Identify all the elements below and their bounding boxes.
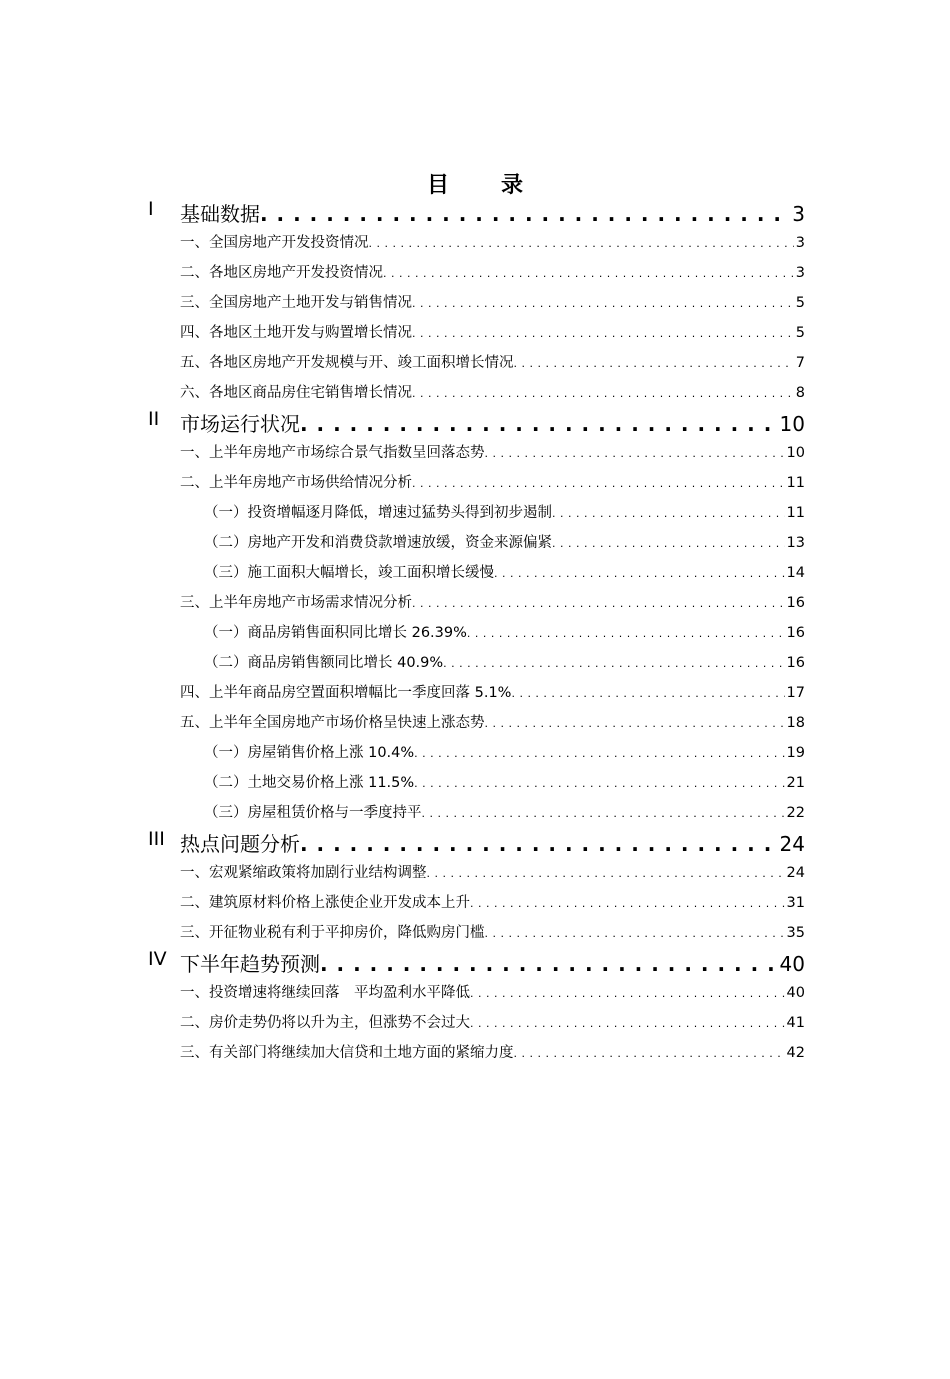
toc-entry-page: 5	[795, 295, 805, 311]
toc-entry-level-3[interactable]	[204, 651, 805, 673]
toc-entry-label: （二）房地产开发和消费贷款增速放缓，资金来源偏紧	[204, 535, 552, 551]
toc-leader-dots	[412, 387, 794, 400]
toc-leader-dots	[485, 927, 785, 940]
toc-entry-page: 7	[795, 355, 805, 371]
toc-entry-label: （一）房屋销售价格上涨 10.4%	[204, 745, 415, 761]
toc-entry-page: 3	[795, 265, 805, 281]
toc-entry-level-2[interactable]	[180, 861, 805, 883]
toc-entry-number: I	[148, 198, 154, 220]
toc-entry-label: 下半年趋势预测	[180, 952, 320, 976]
toc-entry-level-2[interactable]	[180, 321, 805, 343]
toc-leader-dots	[414, 747, 784, 760]
toc-entry-label: 三、上半年房地产市场需求情况分析	[180, 595, 412, 611]
toc-leader-dots	[485, 717, 785, 730]
toc-entry-level-2[interactable]	[180, 1041, 805, 1063]
toc-entry-page: 3	[792, 202, 805, 226]
toc-entry-level-1[interactable]	[148, 948, 805, 978]
toc-entry-page: 8	[795, 385, 805, 401]
toc-entry-level-2[interactable]	[180, 381, 805, 403]
toc-entry-label: 三、有关部门将继续加大信贷和土地方面的紧缩力度	[180, 1045, 514, 1061]
toc-entry-label: 一、全国房地产开发投资情况	[180, 235, 369, 251]
toc-entry-label: 市场运行状况	[180, 412, 300, 436]
toc-entry-level-1[interactable]	[148, 828, 805, 858]
toc-entry-label: 六、各地区商品房住宅销售增长情况	[180, 385, 412, 401]
page-title	[0, 168, 950, 199]
toc-entry-level-2[interactable]	[180, 921, 805, 943]
toc-entry-page: 22	[786, 805, 805, 821]
toc-entry-label: 二、建筑原材料价格上涨使企业开发成本上升	[180, 895, 470, 911]
toc-entry-page: 24	[786, 865, 805, 881]
toc-entry-page: 11	[786, 475, 805, 491]
toc-leader-dots	[514, 357, 794, 370]
toc-leader-dots	[383, 267, 794, 280]
toc-entry-level-2[interactable]	[180, 351, 805, 373]
toc-entry-level-2[interactable]	[180, 1011, 805, 1033]
toc-entry-page: 24	[779, 832, 805, 856]
toc-leader-dots	[427, 867, 785, 880]
toc-leader-dots	[494, 567, 785, 580]
toc-entry-label: 一、宏观紧缩政策将加剧行业结构调整	[180, 865, 427, 881]
toc-entry-page: 16	[786, 655, 805, 671]
toc-leader-dots	[470, 1017, 785, 1030]
toc-entry-label: 四、各地区土地开发与购置增长情况	[180, 325, 412, 341]
toc-entry-number: III	[148, 828, 165, 850]
toc-entry-level-3[interactable]	[204, 741, 805, 763]
toc-entry-label: 一、上半年房地产市场综合景气指数呈回落态势	[180, 445, 485, 461]
toc-leader-dots	[320, 952, 778, 976]
toc-entry-label: （三）房屋租赁价格与一季度持平	[204, 805, 422, 821]
toc-entry-level-2[interactable]	[180, 471, 805, 493]
toc-entry-page: 5	[795, 325, 805, 341]
toc-entry-page: 21	[786, 775, 805, 791]
toc-entry-number: II	[148, 408, 160, 430]
toc-entry-level-3[interactable]	[204, 771, 805, 793]
toc-entry-level-3[interactable]	[204, 801, 805, 823]
toc-entry-level-2[interactable]	[180, 441, 805, 463]
toc-entry-label: 五、上半年全国房地产市场价格呈快速上涨态势	[180, 715, 485, 731]
toc-leader-dots	[369, 237, 794, 250]
toc-leader-dots	[412, 297, 794, 310]
toc-entry-page: 11	[786, 505, 805, 521]
toc-entry-page: 42	[786, 1045, 805, 1061]
toc-entry-page: 16	[786, 595, 805, 611]
toc-entry-page: 19	[786, 745, 805, 761]
toc-entry-level-3[interactable]	[204, 501, 805, 523]
toc-entry-level-3[interactable]	[204, 621, 805, 643]
toc-entry-label: 一、投资增速将继续回落 平均盈利水平降低	[180, 985, 470, 1001]
toc-entry-level-2[interactable]	[180, 261, 805, 283]
toc-entry-label: （三）施工面积大幅增长，竣工面积增长缓慢	[204, 565, 494, 581]
toc-entry-level-1[interactable]	[148, 408, 805, 438]
toc-entry-page: 17	[786, 685, 805, 701]
toc-entry-label: 五、各地区房地产开发规模与开、竣工面积增长情况	[180, 355, 514, 371]
toc-entry-level-2[interactable]	[180, 231, 805, 253]
toc-entry-label: （二）商品房销售额同比增长 40.9%	[204, 655, 444, 671]
toc-entry-number: IV	[148, 948, 167, 970]
page-title-char-1: 目	[426, 173, 449, 198]
toc-entry-page: 10	[786, 445, 805, 461]
toc-leader-dots	[412, 477, 785, 490]
toc-leader-dots	[443, 657, 784, 670]
toc-entry-level-3[interactable]	[204, 561, 805, 583]
toc-leader-dots	[470, 897, 785, 910]
toc-entry-page: 3	[795, 235, 805, 251]
toc-entry-level-2[interactable]	[180, 711, 805, 733]
toc-entry-level-2[interactable]	[180, 891, 805, 913]
toc-entry-page: 14	[786, 565, 805, 581]
toc-leader-dots	[412, 327, 794, 340]
toc-entry-label: 二、上半年房地产市场供给情况分析	[180, 475, 412, 491]
toc-entry-page: 18	[786, 715, 805, 731]
toc-entry-page: 35	[786, 925, 805, 941]
toc-leader-dots	[511, 687, 784, 700]
toc-entry-label: 二、房价走势仍将以升为主，但涨势不会过大	[180, 1015, 470, 1031]
toc-leader-dots	[552, 507, 785, 520]
toc-entry-level-2[interactable]	[180, 591, 805, 613]
toc-entry-level-1[interactable]	[148, 198, 805, 228]
toc-entry-page: 40	[779, 952, 805, 976]
toc-entry-label: （一）投资增幅逐月降低，增速过猛势头得到初步遏制	[204, 505, 552, 521]
toc-leader-dots	[260, 202, 790, 226]
toc-leader-dots	[514, 1047, 785, 1060]
toc-entry-level-2[interactable]	[180, 291, 805, 313]
toc-entry-label: （一）商品房销售面积同比增长 26.39%	[204, 625, 467, 641]
toc-entry-page: 10	[779, 412, 805, 436]
toc-entry-page: 13	[786, 535, 805, 551]
toc-entry-level-2[interactable]	[180, 981, 805, 1003]
toc-leader-dots	[470, 987, 785, 1000]
toc-leader-dots	[485, 447, 785, 460]
toc-entry-label: （二）土地交易价格上涨 11.5%	[204, 775, 415, 791]
toc-entry-label: 基础数据	[180, 202, 260, 226]
toc-leader-dots	[300, 832, 778, 856]
page-title-char-2: 录	[501, 173, 524, 198]
toc-leader-dots	[422, 807, 785, 820]
toc-entry-level-2[interactable]	[180, 681, 805, 703]
toc-entry-level-3[interactable]	[204, 531, 805, 553]
toc-entry-page: 31	[786, 895, 805, 911]
toc-entry-label: 二、各地区房地产开发投资情况	[180, 265, 383, 281]
toc-leader-dots	[412, 597, 785, 610]
toc-entry-label: 三、全国房地产土地开发与销售情况	[180, 295, 412, 311]
toc-entry-label: 热点问题分析	[180, 832, 300, 856]
toc-entry-page: 16	[786, 625, 805, 641]
toc-entry-label: 四、上半年商品房空置面积增幅比一季度回落 5.1%	[180, 685, 512, 701]
toc-leader-dots	[467, 627, 785, 640]
toc-entry-label: 三、开征物业税有利于平抑房价，降低购房门槛	[180, 925, 485, 941]
toc-leader-dots	[300, 412, 778, 436]
toc-entry-page: 40	[786, 985, 805, 1001]
toc-leader-dots	[414, 777, 784, 790]
toc-leader-dots	[552, 537, 785, 550]
toc-entry-page: 41	[786, 1015, 805, 1031]
